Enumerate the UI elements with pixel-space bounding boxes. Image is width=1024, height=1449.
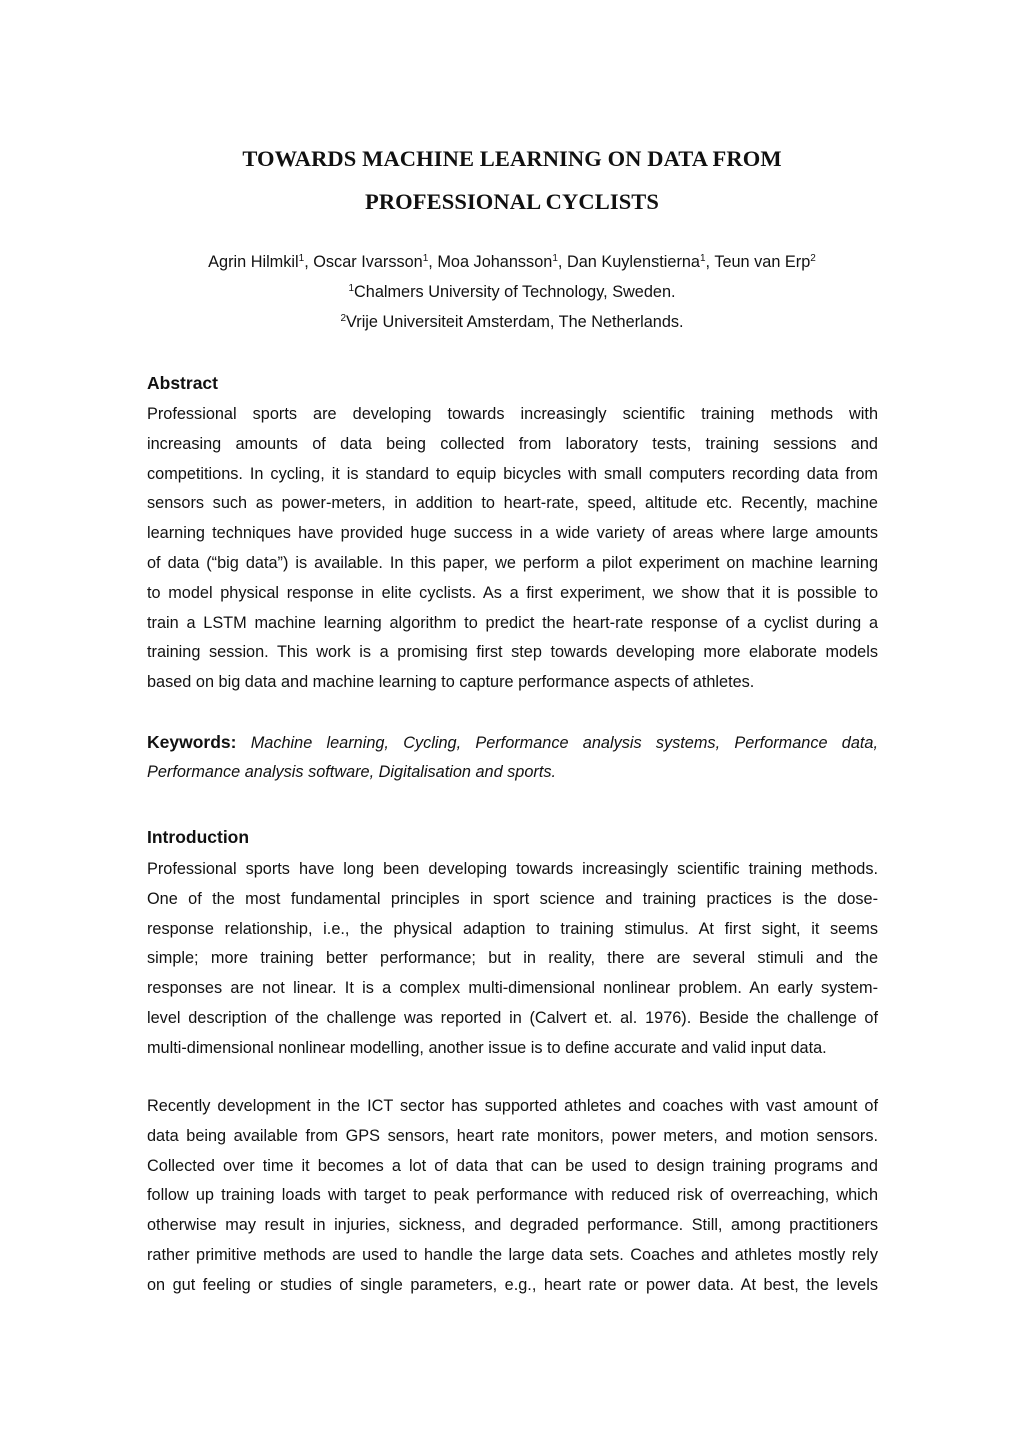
paper-title-line-1: TOWARDS MACHINE LEARNING ON DATA FROM [242,146,782,171]
text-line: level description of the challenge was reported in (Calvert et. al. 1976). Beside the challenge of [147,1008,878,1027]
author-affiliation-sup: 1 [699,253,706,264]
affiliation-text: Chalmers University of Technology, Sweden. [354,283,676,301]
text-line: increasing amounts of data being collected from laboratory tests, training sessions and [147,434,878,453]
affiliation-sup: 1 [348,283,354,294]
keywords [147,728,878,788]
affiliation-sup: 2 [340,313,347,324]
text-line: follow up training loads with target to peak performance with reduced risk of overreaching, which [147,1186,878,1205]
abstract-body [147,400,878,698]
text-line: training session. This work is a promising first step towards developing more elaborate models [147,643,878,662]
keywords-line [147,758,878,788]
keywords-label: Keywords: [147,732,237,752]
text-line: competitions. In cycling, it is standard to equip bicycles with small computers recording data from [147,464,878,483]
text-line: Professional sports have long been developing towards increasingly scientific training methods. [147,860,878,878]
author-name: Agrin Hilmkil [208,253,299,271]
text-line: otherwise may result in injuries, sickness, and degraded performance. Still, among practitioners [147,1216,878,1235]
text-line: Collected over time it becomes a lot of data that can be used to design training programs and [147,1156,878,1175]
text-line: rather primitive methods are used to handle the large data sets. Coaches and athletes mostly rely [147,1245,878,1264]
text-line: based on big data and machine learning to capture performance aspects of athletes. [147,673,755,692]
keywords-text: Machine learning, Cycling, Performance analysis systems, Performance data, [250,734,878,752]
text-line: to model physical response in elite cyclists. As a first experiment, we show that it is possible to [147,583,878,602]
text-line: Professional sports are developing towards increasingly scientific training methods with [147,405,878,423]
affiliation-1 [0,283,1024,302]
author-name: Oscar Ivarsson [313,253,423,271]
paper-title-line-2: PROFESSIONAL CYCLISTS [364,189,660,214]
affiliation-text: Vrije Universiteit Amsterdam, The Netherlands. [346,313,684,331]
introduction-paragraph-1 [147,855,878,1064]
author-name: Moa Johansson [437,253,553,271]
author-affiliation-sup: 1 [298,253,305,264]
introduction-heading: Introduction [147,827,250,847]
text-line: on gut feeling or studies of single parameters, e.g., heart rate or power data. At best, the levels [147,1275,878,1294]
text-line: Recently development in the ICT sector has supported athletes and coaches with vast amount of [147,1097,878,1115]
text-line: multi-dimensional nonlinear modelling, another issue is to define accurate and valid input data. [147,1038,827,1057]
text-line: response relationship, i.e., the physical adaption to training stimulus. At first sight, it seems [147,919,878,938]
keywords-line [147,728,878,758]
keywords-text: Performance analysis software, Digitalisation and sports. [147,762,557,781]
text-line: learning techniques have provided huge success in a wide variety of areas where large amounts [147,524,878,543]
text-line: sensors such as power-meters, in addition to heart-rate, speed, altitude etc. Recently, machine [147,494,878,513]
author-name: Dan Kuylenstierna [566,253,700,271]
introduction-paragraph-2 [147,1092,878,1301]
author-name: Teun van Erp [714,253,811,271]
text-line: One of the most fundamental principles in sport science and training practices is the dose- [147,889,878,908]
author-affiliation-sup: 2 [810,253,816,264]
author-list: Agrin Hilmkil$^1$, Oscar Ivarsson$^1$, Moa Johansson$^1$, Dan Kuylenstierna$^1$, Teun van Erp$^2$ [208,253,816,271]
text-line: responses are not linear. It is a complex multi-dimensional nonlinear problem. An early system- [147,979,878,998]
text-line: simple; more training better performance; but in reality, there are several stimuli and the [147,949,878,968]
author-affiliation-sup: 1 [422,253,429,264]
text-line: of data (“big data”) is available. In this paper, we perform a pilot experiment on machine learning [147,553,878,572]
text-line: train a LSTM machine learning algorithm to predict the heart-rate response of a cyclist during a [147,613,878,632]
author-affiliation-sup: 1 [552,253,558,264]
text-line: data being available from GPS sensors, heart rate monitors, power meters, and motion sensors. [147,1126,878,1145]
affiliation-2 [0,313,1024,332]
abstract-heading: Abstract [147,373,218,393]
